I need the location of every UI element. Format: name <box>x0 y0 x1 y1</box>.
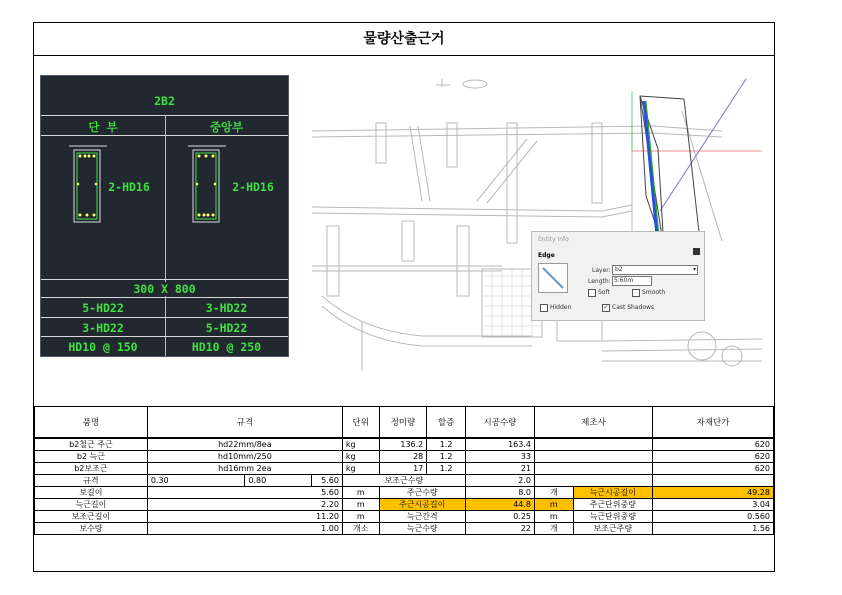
entity-info-title: Entity Info <box>538 236 569 243</box>
section-size-label: 300 X 800 <box>41 282 288 296</box>
bottom-bar-end: 3-HD22 <box>82 321 124 335</box>
header-cell: 정미량 <box>379 407 427 439</box>
table-header-row <box>35 407 774 439</box>
table-row <box>35 499 774 511</box>
layer-value: b2 <box>615 266 623 273</box>
beam-count-label: 보수량 <box>35 523 148 535</box>
spec-width: 0.30 <box>147 475 245 487</box>
entity-thumbnail-icon <box>538 263 568 293</box>
aux-bar-weight-value: 1.56 <box>652 523 773 535</box>
item-maker <box>535 451 653 463</box>
item-unit: kg <box>342 438 379 451</box>
entity-info-panel[interactable] <box>531 231 705 321</box>
item-maker <box>535 463 653 475</box>
table-row <box>35 451 774 463</box>
table-row <box>35 511 774 523</box>
item-extra: 1.2 <box>427 451 466 463</box>
header-cell: 할증 <box>427 407 466 439</box>
stirrup-unit-weight-value: 0.560 <box>652 511 773 523</box>
aux-bar-count-value: 2.0 <box>465 475 534 487</box>
item-unit: kg <box>342 451 379 463</box>
beam-count-unit: 개소 <box>342 523 379 535</box>
item-unit: kg <box>342 463 379 475</box>
item-net: 28 <box>379 451 427 463</box>
main-bar-unit-weight-label: 주근단위중량 <box>573 499 652 511</box>
side-bar-label-mid: 2-HD16 <box>232 180 274 194</box>
stirrup-count-value: 22 <box>465 523 534 535</box>
item-net: 17 <box>379 463 427 475</box>
beam-count-value: 1.00 <box>147 523 342 535</box>
stirrup-mid: HD10 @ 250 <box>191 340 262 354</box>
table-row <box>35 487 774 499</box>
entity-info-close-icon[interactable] <box>693 248 700 255</box>
main-bar-count-value: 8.0 <box>465 487 534 499</box>
beam-length-label: 보길이 <box>35 487 148 499</box>
hidden-checkbox[interactable] <box>540 304 548 312</box>
quantity-sheet <box>33 22 775 572</box>
soft-checkbox[interactable] <box>588 289 596 297</box>
header-cell: 자재단가 <box>652 407 773 439</box>
main-bar-total-length-value: 44.8 <box>465 499 534 511</box>
stirrup-length-value: 2.20 <box>147 499 342 511</box>
stirrup-length-label: 늑근길이 <box>35 499 148 511</box>
length-value: 5.60m <box>614 277 634 284</box>
model-3d-view <box>302 71 762 371</box>
beam-section-drawing <box>40 75 289 357</box>
smooth-label: Smooth <box>642 289 666 296</box>
stirrup-spacing-value: 0.25 <box>465 511 534 523</box>
item-qty: 33 <box>465 451 534 463</box>
item-net: 136.2 <box>379 438 427 451</box>
stirrup-total-length-value: 49.28 <box>652 487 773 499</box>
header-cell: 품명 <box>35 407 148 439</box>
item-extra: 1.2 <box>427 463 466 475</box>
beam-label: 2B2 <box>154 94 175 108</box>
aux-bar-weight-label: 보조근주량 <box>573 523 652 535</box>
section-end-label: 단 부 <box>88 120 118 134</box>
stirrup-count-label: 늑근수량 <box>379 523 465 535</box>
soft-label: Soft <box>598 289 610 296</box>
cast-shadows-label: Cast Shadows <box>612 304 655 311</box>
main-bar-total-length-unit: m <box>535 499 574 511</box>
main-bar-count-unit: 개 <box>535 487 574 499</box>
header-cell: 단위 <box>342 407 379 439</box>
item-name: b2철근 주근 <box>35 438 148 451</box>
stirrup-unit-weight-label: 늑근단위중량 <box>573 511 652 523</box>
main-bar-count-label: 주근수량 <box>379 487 465 499</box>
cast-shadows-checkbox[interactable]: ✓ <box>603 304 609 311</box>
stirrup-length-unit: m <box>342 499 379 511</box>
header-cell: 시공수량 <box>465 407 534 439</box>
item-qty: 21 <box>465 463 534 475</box>
bottom-bar-mid: 5-HD22 <box>205 321 248 335</box>
spec-label: 규격 <box>35 475 148 487</box>
spec-length: 5.60 <box>312 475 342 487</box>
item-price: 620 <box>652 451 773 463</box>
aux-bar-length-value: 11.20 <box>147 511 342 523</box>
item-name: b2 늑근 <box>35 451 148 463</box>
table-row <box>35 523 774 535</box>
length-input[interactable] <box>612 276 652 286</box>
quantity-table <box>34 406 774 535</box>
layer-label: Layer: <box>592 267 611 274</box>
stirrup-total-length-label: 늑근시공길이 <box>573 487 652 499</box>
entity-type: Edge <box>538 252 555 259</box>
spec-height: 0.80 <box>245 475 312 487</box>
item-price: 620 <box>652 438 773 451</box>
stirrup-spacing-unit: m <box>535 511 574 523</box>
page-title: 물량산출근거 <box>34 23 774 56</box>
item-spec: hd10mm/250 <box>147 451 342 463</box>
item-extra: 1.2 <box>427 438 466 451</box>
beam-length-unit: m <box>342 487 379 499</box>
header-cell: 규격 <box>147 407 342 439</box>
layer-select[interactable] <box>612 265 698 275</box>
chevron-down-icon[interactable]: ▾ <box>692 266 696 273</box>
stirrup-count-unit: 개 <box>535 523 574 535</box>
side-bar-label-end: 2-HD16 <box>108 180 150 194</box>
aux-bar-length-unit: m <box>342 511 379 523</box>
hidden-label: Hidden <box>550 304 572 311</box>
length-label: Length: <box>588 278 611 285</box>
header-cell: 제조사 <box>535 407 653 439</box>
stirrup-end: HD10 @ 150 <box>68 340 138 354</box>
smooth-checkbox[interactable] <box>632 289 640 297</box>
beam-length-value: 5.60 <box>147 487 342 499</box>
top-bar-mid: 3-HD22 <box>205 301 248 315</box>
table-row <box>35 438 774 451</box>
aux-bar-length-label: 보조근길이 <box>35 511 148 523</box>
table-row <box>35 463 774 475</box>
item-price: 620 <box>652 463 773 475</box>
aux-bar-count-label: 보조근수량 <box>342 475 465 487</box>
stirrup-spacing-label: 늑근간격 <box>379 511 465 523</box>
item-spec: hd16mm 2ea <box>147 463 342 475</box>
item-maker <box>535 438 653 451</box>
item-spec: hd22mm/8ea <box>147 438 342 451</box>
item-name: b2보조근 <box>35 463 148 475</box>
table-row <box>35 475 774 487</box>
main-bar-unit-weight-value: 3.04 <box>652 499 773 511</box>
section-mid-label: 중앙부 <box>209 120 244 134</box>
item-qty: 163.4 <box>465 438 534 451</box>
main-bar-total-length-label: 주근시공길이 <box>379 499 465 511</box>
top-bar-end: 5-HD22 <box>82 301 124 315</box>
